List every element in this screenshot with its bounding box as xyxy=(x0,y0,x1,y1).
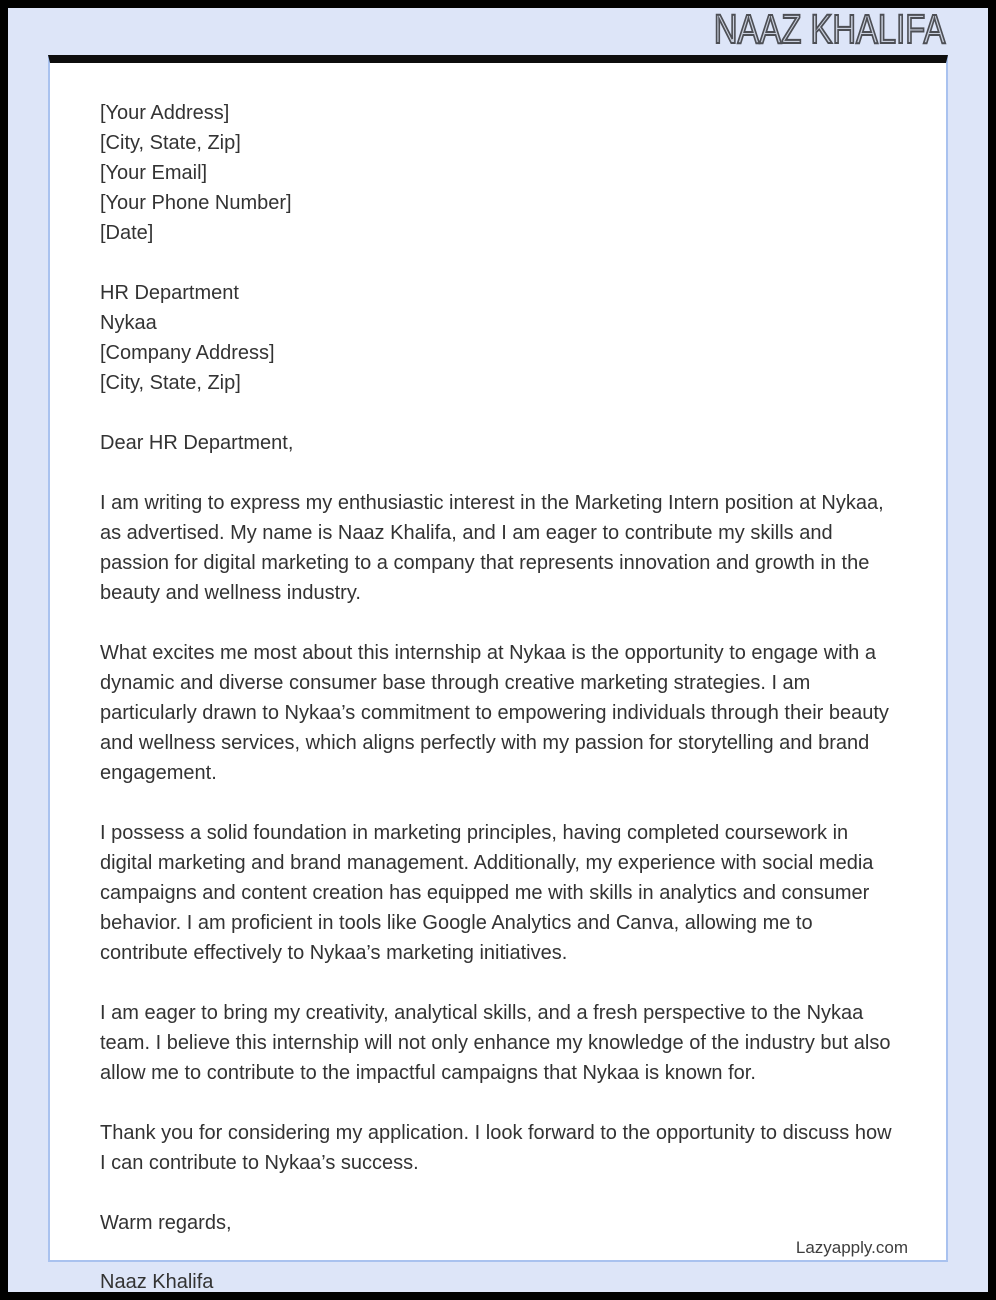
paragraph-motivation: What excites me most about this internship at Nykaa is the opportunity to engage with a dynamic and diverse consumer base through creative marketing strategies. I am particularly drawn to Nykaa’s commitment to empowering individuals through their beauty and wellness services, which aligns perfectly with my passion for storytelling and brand engagement. xyxy=(100,642,889,784)
sender-city-line: [City, State, Zip] xyxy=(100,132,241,154)
closing: Warm regards, xyxy=(100,1212,232,1234)
salutation: Dear HR Department, xyxy=(100,432,294,454)
sender-email-line: [Your Email] xyxy=(100,162,208,184)
cover-letter-page xyxy=(48,55,948,1262)
sender-phone-line: [Your Phone Number] xyxy=(100,192,292,214)
paragraph-qualifications: I possess a solid foundation in marketing principles, having completed coursework in digital marketing and brand management. Additionally, my experience with social media campaigns and content creation has equipped me with skills in analytics and consumer behavior. I am proficient in tools like Google Analytics and Canva, allowing me to contribute effectively to Nykaa’s marketing initiatives. xyxy=(100,822,874,964)
sender-block xyxy=(100,98,892,248)
lazyapply-watermark: Lazyapply.com xyxy=(795,1238,908,1258)
cover-letter-body xyxy=(50,63,946,1238)
paragraph-intro: I am writing to express my enthusiastic interest in the Marketing Intern position at Nykaa, as advertised. My name is Naaz Khalifa, and I am eager to contribute my skills and passion for digital marketing to a company that represents innovation and growth in the beauty and wellness industry. xyxy=(100,492,884,604)
sender-address-line: [Your Address] xyxy=(100,102,230,124)
recipient-company-line: Nykaa xyxy=(100,312,157,334)
candidate-name-heading: NAAZ KHALIFA xyxy=(713,6,945,52)
recipient-city-line: [City, State, Zip] xyxy=(100,372,241,394)
signature-name: Naaz Khalifa xyxy=(100,1271,214,1293)
paragraph-thanks: Thank you for considering my application. I look forward to the opportunity to discuss how I can contribute to Nykaa’s success. xyxy=(100,1122,892,1174)
date-line: [Date] xyxy=(100,222,154,244)
recipient-department-line: HR Department xyxy=(100,282,239,304)
recipient-block xyxy=(100,278,892,398)
paragraph-value: I am eager to bring my creativity, analytical skills, and a fresh perspective to the Nykaa team. I believe this internship will not only enhance my knowledge of the industry but also allow me to contribute to the impactful campaigns that Nykaa is known for. xyxy=(100,1002,891,1084)
recipient-address-line: [Company Address] xyxy=(100,342,275,364)
